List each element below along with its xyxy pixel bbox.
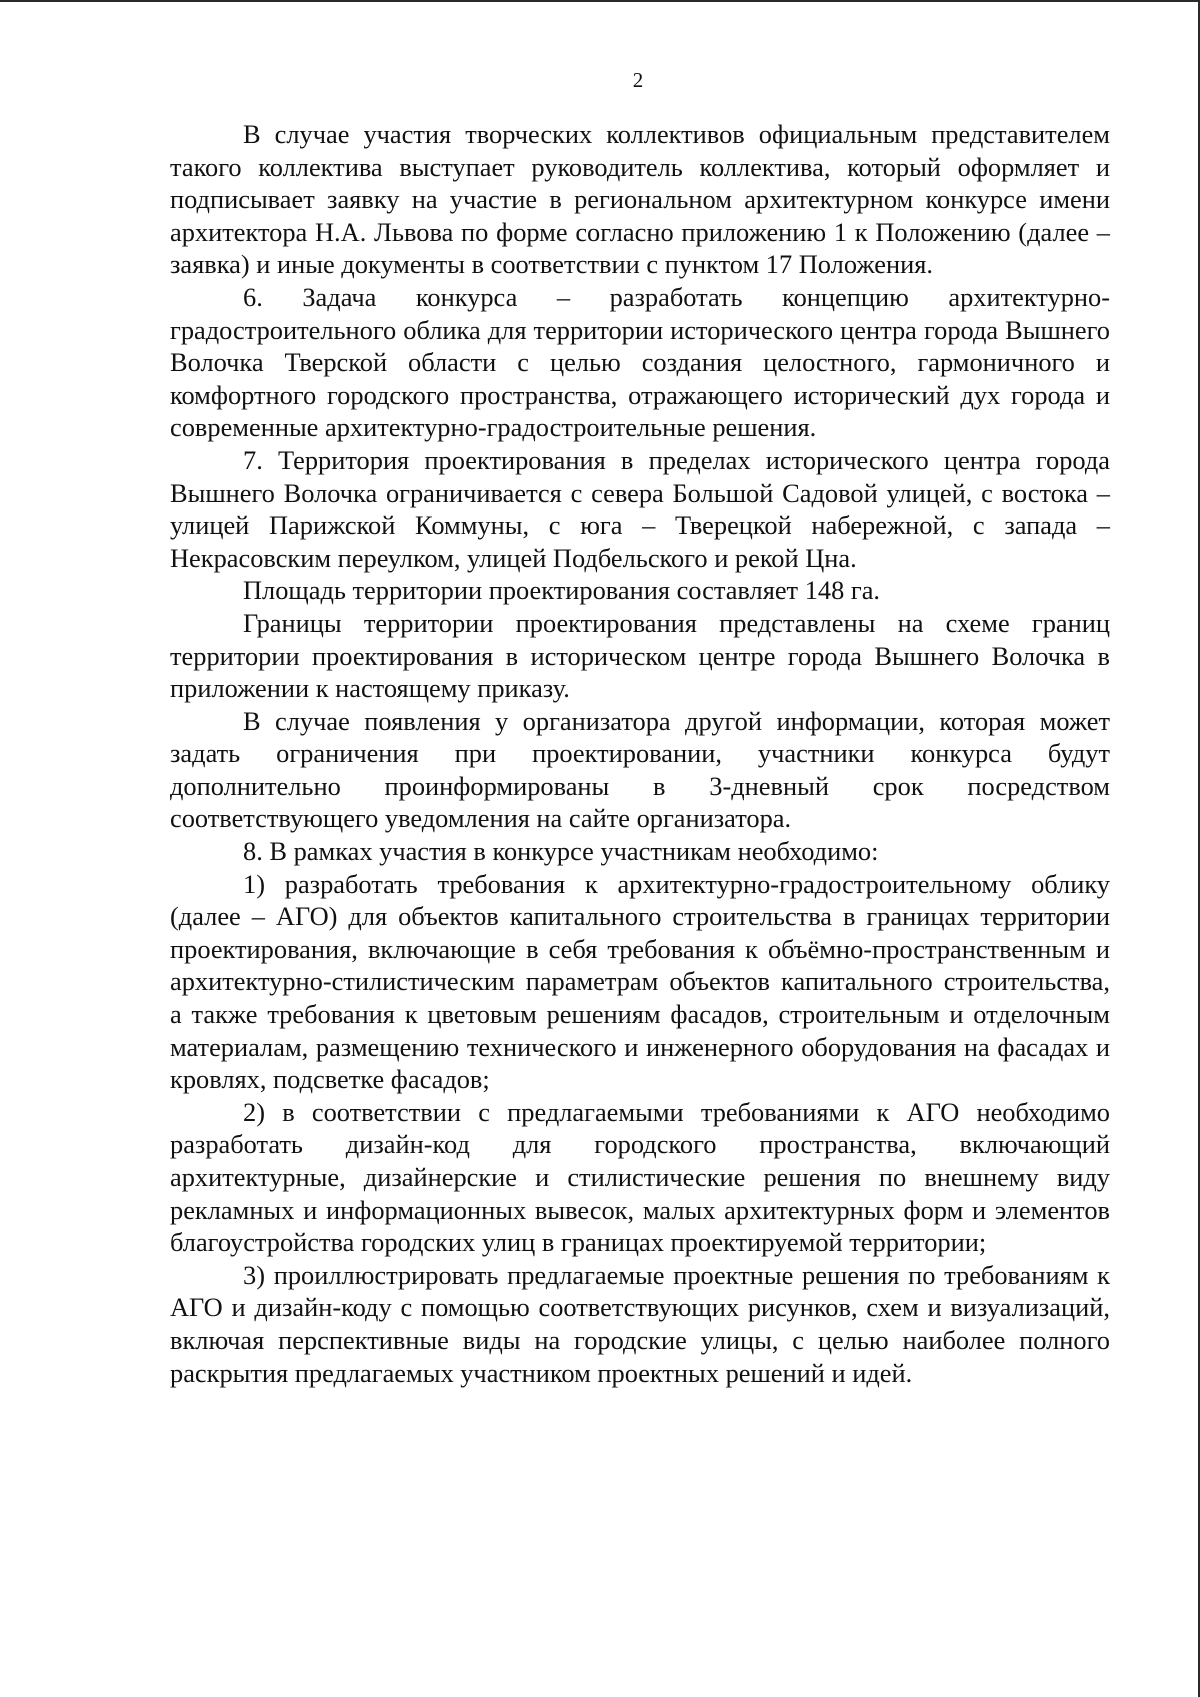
paragraph-other-information: В случае появления у организатора другой информации, которая может задать ограничения при проектировании, участники конкурса будут дополнительно проинформированы в 3-дневный срок посредством соответствующего уведомления на сайте организатора.: [170, 705, 1110, 834]
paragraph-subitem-1: 1) разработать требования к архитектурно-градостроительному облику (далее – АГО) для объектов капитального строительства в границах территории проектирования, включающие в себя требования к объёмно-пространственным и архитектурно-стилистическим параметрам объектов капитального строительства, а также требования к цветовым решениям фасадов, строительным и отделочным материалам, размещению технического и инженерного оборудования на фасадах и кровлях, подсветке фасадов;: [170, 868, 1110, 1095]
paragraph-boundaries: Границы территории проектирования представлены на схеме границ территории проектирования в историческом центре города Вышнего Волочка в приложении к настоящему приказу.: [170, 607, 1110, 704]
paragraph-subitem-3: 3) проиллюстрировать предлагаемые проектные решения по требованиям к АГО и дизайн-коду с помощью соответствующих рисунков, схем и визуализаций, включая перспективные виды на городские улицы, с целью наиболее полного раскрытия предлагаемых участником проектных решений и идей.: [170, 1259, 1110, 1388]
paragraph-item-8-intro: 8. В рамках участия в конкурсе участникам необходимо:: [243, 836, 879, 867]
paragraph-item-7-territory: 7. Территория проектирования в пределах исторического центра города Вышнего Волочка ограничивается с севера Большой Садовой улицей, с востока – улицей Парижской Коммуны, с юга – Тверецкой набережной, с запада – Некрасовским переулком, улицей Подбельского и рекой Цна.: [170, 444, 1110, 573]
paragraph-subitem-2: 2) в соответствии с предлагаемыми требованиями к АГО необходимо разработать дизайн-код для городского пространства, включающий архитектурные, дизайнерские и стилистические решения по внешнему виду рекламных и информационных вывесок, малых архитектурных форм и элементов благоустройства городских улиц в границах проектируемой территории;: [170, 1096, 1110, 1258]
page-number: 2: [632, 68, 644, 92]
document-body: [170, 118, 1110, 1389]
paragraph-item-6-task: 6. Задача конкурса – разработать концепцию архитектурно-градостроительного облика для территории исторического центра города Вышнего Волочка Тверской области с целью создания целостного, гармоничного и комфортного городского пространства, отражающего исторический дух города и современные архитектурно-градостроительные решения.: [170, 281, 1110, 443]
paragraph-creative-teams: В случае участия творческих коллективов официальным представителем такого коллектива выступает руководитель коллектива, который оформляет и подписывает заявку на участие в региональном архитектурном конкурсе имени архитектора Н.А. Львова по форме согласно приложению 1 к Положению (далее – заявка) и иные документы в соответствии с пунктом 17 Положения.: [170, 119, 1110, 280]
paragraph-area: Площадь территории проектирования составляет 148 га.: [243, 575, 881, 606]
